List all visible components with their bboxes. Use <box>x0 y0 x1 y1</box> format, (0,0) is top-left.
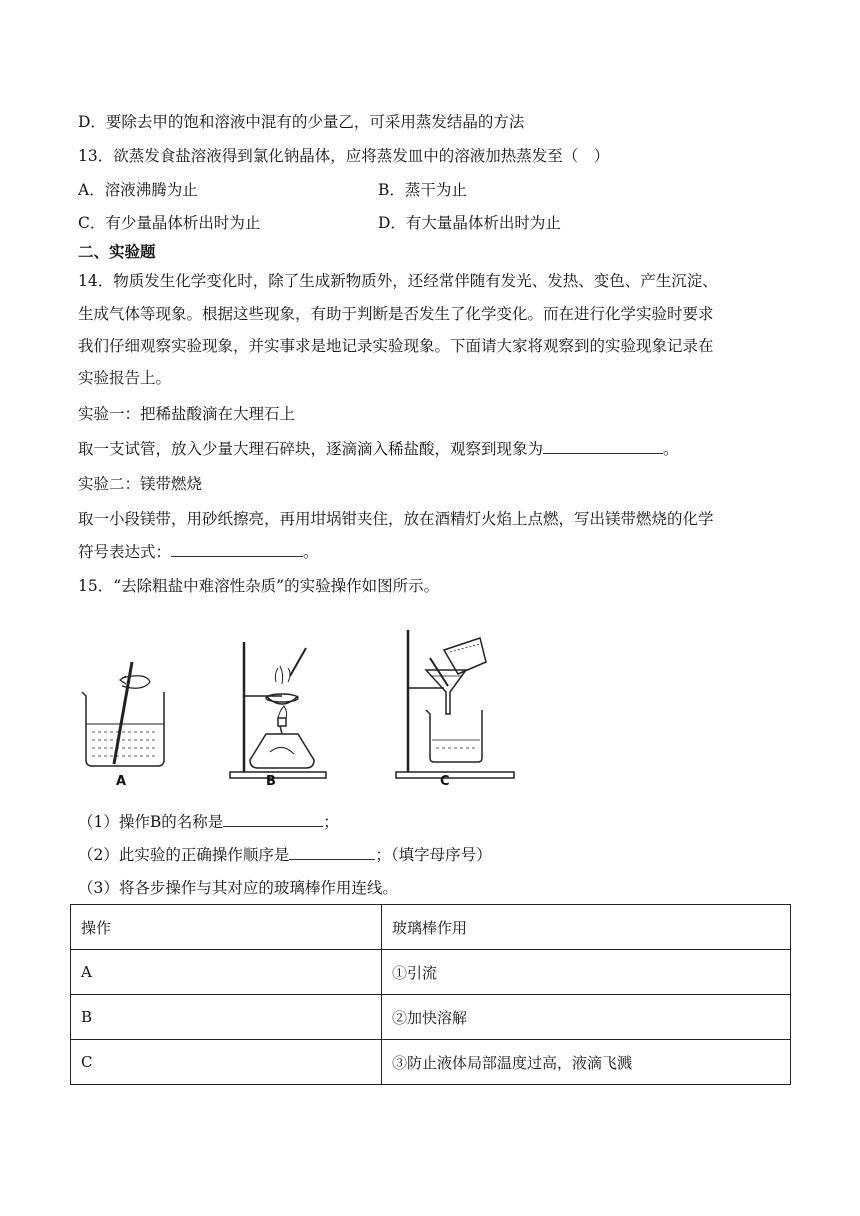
answer-blank[interactable] <box>223 812 323 827</box>
figure-label-b: B <box>266 774 276 789</box>
table-header-cell: 操作 <box>71 905 382 950</box>
table-header-cell: 玻璃棒作用 <box>382 905 791 950</box>
table-cell: ③防止液体局部温度过高，液滴飞溅 <box>382 1040 791 1085</box>
q12-option-d: D．要除去甲的饱和溶液中混有的少量乙，可采用蒸发结晶的方法 <box>78 113 525 131</box>
q13-stem: 13．欲蒸发食盐溶液得到氯化钠晶体，应将蒸发皿中的溶液加热蒸发至（ ） <box>78 147 610 165</box>
answer-blank[interactable] <box>171 542 303 557</box>
lab-apparatus-illustration <box>70 622 530 798</box>
q15-part-1: （1）操作B的名称是 ； <box>78 813 339 831</box>
experiment-1-title: 实验一：把稀盐酸滴在大理石上 <box>78 405 296 423</box>
table-cell: ②加快溶解 <box>382 995 791 1040</box>
table-cell: C <box>71 1040 382 1085</box>
table-row <box>71 1040 791 1085</box>
experiment-1-text: 取一支试管，放入少量大理石碎块，逐滴滴入稀盐酸，观察到现象为 。 <box>78 440 679 458</box>
answer-blank[interactable] <box>543 439 663 454</box>
table-header-row <box>71 905 791 950</box>
figure-label-c: C <box>440 774 450 789</box>
q14-line-1: 14．物质发生化学变化时，除了生成新物质外，还经常伴随有发光、发热、变色、产生沉淀、 <box>78 272 718 290</box>
evaporation-setup-icon <box>230 642 326 778</box>
table-row <box>71 995 791 1040</box>
filtration-setup-icon <box>396 630 514 778</box>
table-cell: B <box>71 995 382 1040</box>
operation-table <box>70 904 791 1085</box>
q13-option-a: A．溶液沸腾为止 <box>78 181 198 199</box>
experiment-2-title: 实验二：镁带燃烧 <box>78 475 203 493</box>
q15-stem: 15．“去除粗盐中难溶性杂质”的实验操作如图所示。 <box>78 577 440 595</box>
figure-label-a: A <box>116 774 127 789</box>
table-row <box>71 950 791 995</box>
table-cell: A <box>71 950 382 995</box>
table-cell: ①引流 <box>382 950 791 995</box>
lab-figures <box>70 622 530 798</box>
section-heading: 二、实验题 <box>78 243 156 261</box>
q15-part-3: （3）将各步操作与其对应的玻璃棒作用连线。 <box>78 879 398 897</box>
experiment-2-line-2: 符号表达式： 。 <box>78 543 319 561</box>
q14-line-3: 我们仔细观察实验现象，并实事求是地记录实验现象。下面请大家将观察到的实验现象记录在 <box>78 337 714 355</box>
q15-part-2: （2）此实验的正确操作顺序是 ；（填字母序号） <box>78 846 492 864</box>
q13-option-b: B．蒸干为止 <box>378 181 467 199</box>
dissolving-beaker-icon <box>82 662 164 766</box>
q13-option-c: C．有少量晶体析出时为止 <box>78 214 261 232</box>
experiment-2-line-1: 取一小段镁带，用砂纸擦亮，再用坩埚钳夹住，放在酒精灯火焰上点燃，写出镁带燃烧的化学 <box>78 510 714 528</box>
q13-option-d: D．有大量晶体析出时为止 <box>378 214 561 232</box>
q14-line-4: 实验报告上。 <box>78 369 172 387</box>
q14-line-2: 生成气体等现象。根据这些现象，有助于判断是否发生了化学变化。而在进行化学实验时要求 <box>78 305 714 323</box>
answer-blank[interactable] <box>289 845 375 860</box>
